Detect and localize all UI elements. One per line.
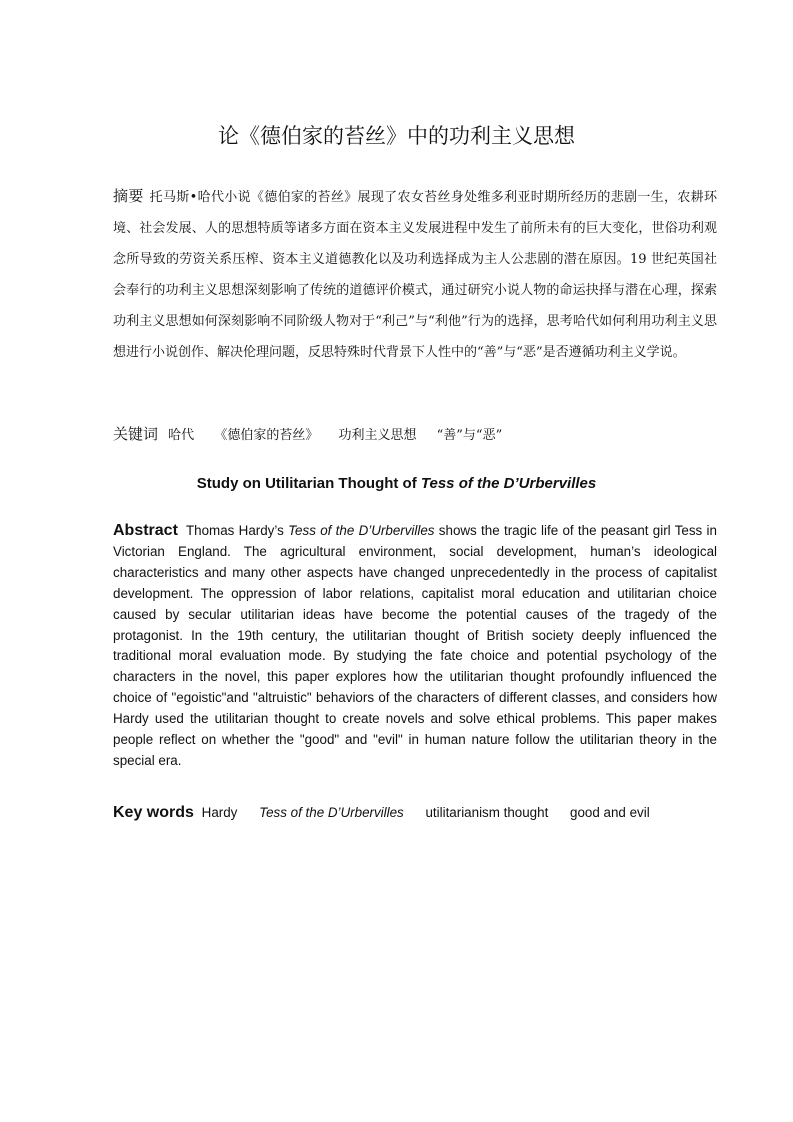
chinese-abstract-text: 托马斯•哈代小说《德伯家的苔丝》展现了农女苔丝身处维多利亚时期所经历的悲剧一生，农耕环境、社会发展、人的思想特质等诸多方面在资本主义发展进程中发生了前所未有的巨大变化，世俗功利观念所导致的劳资关系压榨、资本主义道德教化以及功利选择成为主人公悲剧的潜在原因。19 世纪英国社会奉行的功利主义思想深刻影响了传统的道德评价模式，通过研究小说人物的命运抉择与潜在心理，探索功利主义思想如何深刻影响不同阶级人物对于“利己”与“利他”行为的选择，思考哈代如何利用功利主义思想进行小说创作、解决伦理问题，反思特殊时代背景下人性中的“善”与“恶”是否遵循功利主义学说。 [113,190,717,360]
english-keywords [113,802,717,824]
english-abstract [113,521,717,772]
chinese-keyword: 《德伯家的苔丝》 [214,428,319,443]
english-title-book: Tess of the D’Urbervilles [420,475,597,492]
english-abstract-label: Abstract [113,522,178,539]
chinese-abstract [113,181,717,368]
chinese-abstract-label: 摘要 [113,187,144,205]
english-abstract-text: shows the tragic life of the peasant girl Tess in Victorian England. The agricultural environment, social development, human’s ideological characteristics and many other aspects have changed unprecedentedly in the process of capitalist development. The oppression of labor relations, capitalist moral education and utilitarian choice caused by secular utilitarian ideas have become the potential causes of the tragedy of the protagonist. In the 19th century, the utilitarian thought of British society deeply influenced the traditional moral evaluation mode. By studying the fate choice and potential psychology of the characters in the novel, this paper explores how the utilitarian thought profoundly influenced the choice of "egoistic"and "altruistic" behaviors of the characters of different classes, and considers how Hardy used the utilitarian thought to create novels and solve ethical problems. This paper makes people reflect on whether the "good" and "evil" in human nature follow the utilitarian theory in the special era. [113,523,717,768]
english-keywords-label: Key words [113,804,194,821]
english-title [0,473,793,495]
english-keyword: Tess of the D’Urbervilles [259,805,404,820]
english-abstract-lead: Thomas Hardy’s [185,523,284,538]
chinese-keyword: 哈代 [168,428,195,443]
english-keyword: good and evil [570,805,650,820]
english-keyword: Hardy [201,805,238,820]
chinese-keywords [113,421,717,449]
english-abstract-book: Tess of the D’Urbervilles [288,523,435,538]
chinese-keywords-label: 关键词 [113,425,159,443]
chinese-keyword: “善”与“恶” [436,428,503,443]
chinese-keyword: 功利主义思想 [338,428,417,443]
english-title-prefix: Study on Utilitarian Thought of [196,475,421,492]
english-keyword: utilitarianism thought [425,805,549,820]
chinese-title: 论《德伯家的苔丝》中的功利主义思想 [218,124,575,148]
